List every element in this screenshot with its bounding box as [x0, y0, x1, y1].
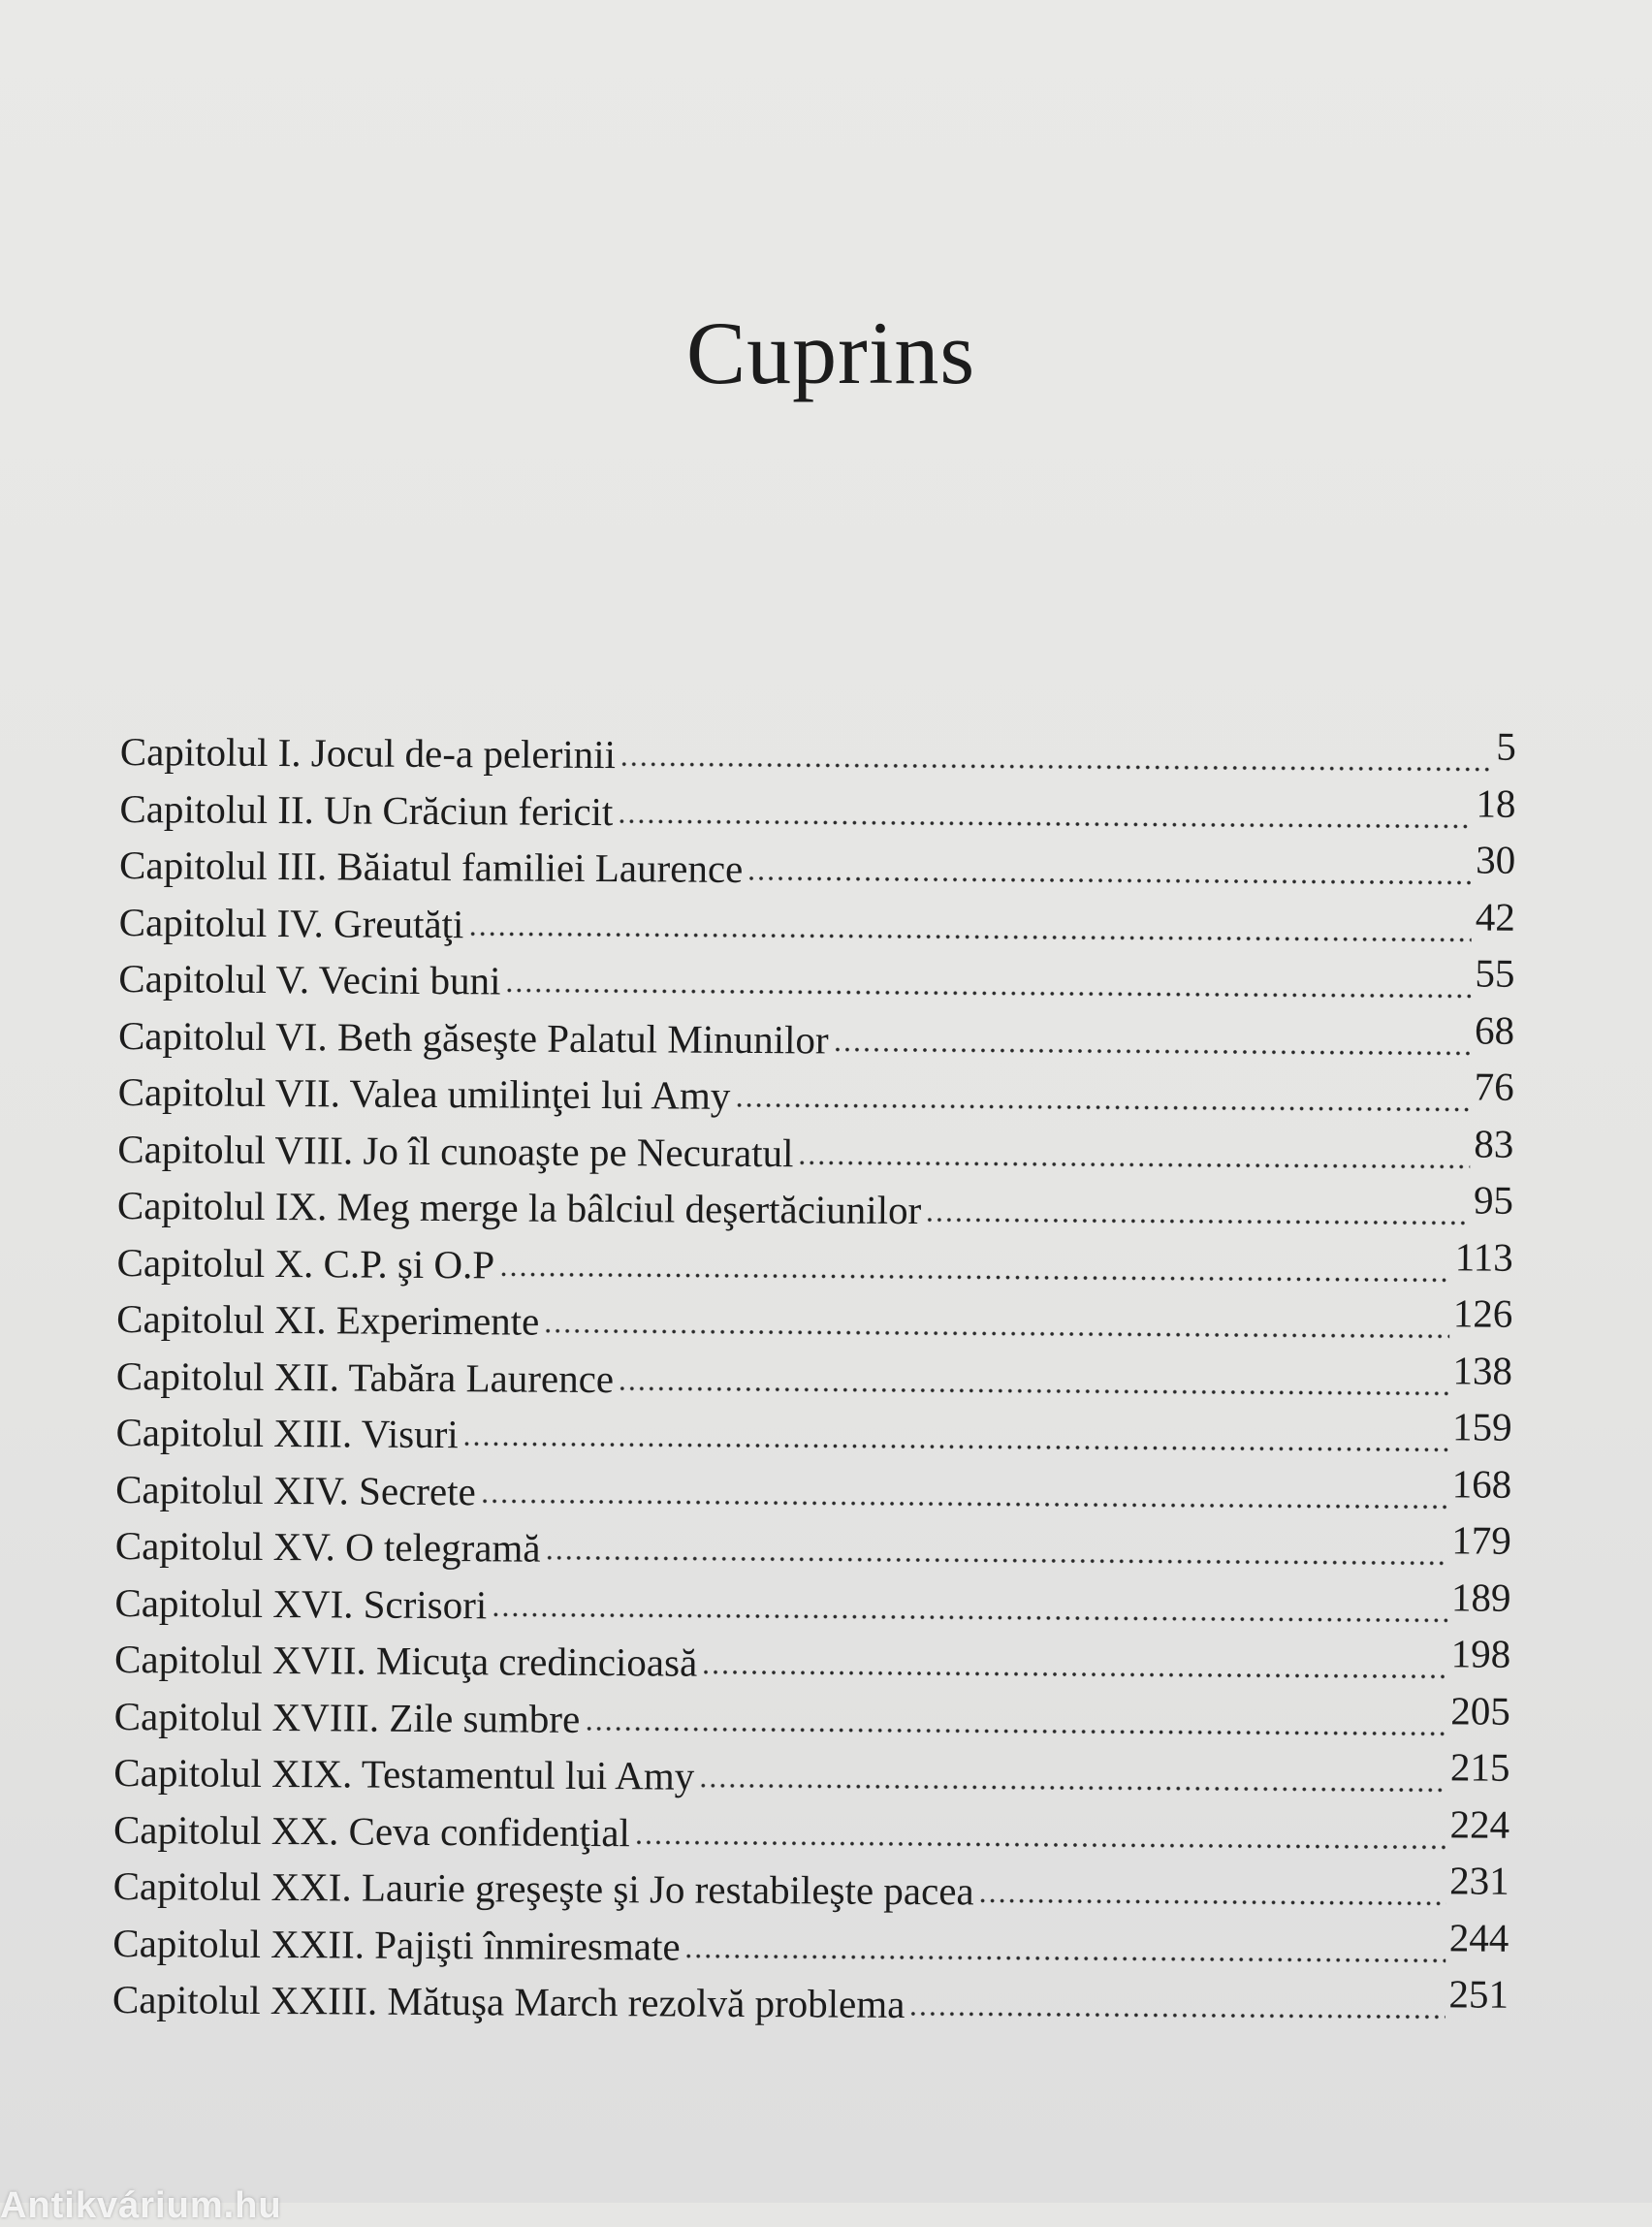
toc-entry-title: Capitolul IV. Greutăţi [118, 899, 464, 946]
toc-entry-page: 159 [1451, 1404, 1512, 1449]
toc-entry-page: 68 [1474, 1007, 1515, 1053]
toc-entry-title: Capitolul XXIII. Mătuşa March rezolvă problema [111, 1976, 905, 2026]
toc-entry [116, 1290, 1512, 1355]
toc-dot-leader [620, 761, 1492, 772]
toc-entry-title: Capitolul XXII. Pajişti înmiresmate [112, 1920, 681, 1969]
toc-entry [115, 1460, 1511, 1525]
toc-entry [112, 1914, 1509, 1979]
toc-entry-page: 205 [1450, 1687, 1510, 1734]
table-of-contents [112, 723, 1516, 2036]
toc-dot-leader [504, 987, 1471, 999]
toc-entry-page: 215 [1449, 1744, 1510, 1790]
toc-dot-leader [747, 875, 1472, 886]
toc-dot-leader [491, 1611, 1447, 1623]
toc-dot-leader [833, 1046, 1471, 1056]
toc-entry-page: 76 [1474, 1064, 1514, 1109]
toc-entry-title: Capitolul XI. Experimente [116, 1295, 540, 1344]
toc-entry-title: Capitolul XIV. Secrete [115, 1466, 476, 1513]
toc-entry-title: Capitolul XX. Ceva confidenţial [112, 1806, 631, 1855]
toc-entry [119, 837, 1515, 902]
toc-dot-leader [584, 1725, 1446, 1735]
toc-dot-leader [617, 818, 1472, 829]
toc-entry-title: Capitolul I. Jocul de-a pelerinii [119, 728, 617, 778]
toc-entry [114, 1631, 1510, 1696]
toc-entry [117, 1120, 1513, 1185]
toc-entry [114, 1687, 1510, 1752]
toc-entry-page: 224 [1449, 1800, 1510, 1847]
page-title: Cuprins [685, 303, 976, 402]
watermark: Antikvárium.hu [0, 2185, 282, 2226]
toc-dot-leader [480, 1498, 1448, 1510]
toc-dot-leader [698, 1783, 1446, 1794]
toc-dot-leader [734, 1102, 1470, 1113]
toc-entry [114, 1574, 1510, 1638]
toc-entry-title: Capitolul VI. Beth găseşte Palatul Minunilor [117, 1012, 829, 1062]
toc-entry [118, 950, 1514, 1015]
toc-entry-title: Capitolul XXI. Laurie greşeşte şi Jo restabileşte pacea [112, 1862, 974, 1914]
toc-dot-leader [684, 1953, 1446, 1963]
toc-entry-title: Capitolul X. C.P. şi O.P [116, 1239, 495, 1287]
toc-entry-page: 251 [1448, 1971, 1509, 2017]
toc-entry [118, 1006, 1514, 1071]
toc-dot-leader [498, 1271, 1450, 1283]
toc-entry-title: Capitolul XV. O telegramă [114, 1522, 541, 1571]
toc-entry-title: Capitolul III. Băiatul familiei Laurence [118, 842, 744, 891]
toc-entry-page: 189 [1450, 1574, 1511, 1620]
toc-entry [116, 1347, 1512, 1412]
toc-entry [115, 1404, 1511, 1469]
toc-entry-title: Capitolul XIX. Testamentul lui Amy [113, 1749, 695, 1798]
toc-entry-page: 95 [1473, 1177, 1514, 1223]
toc-entry-title: Capitolul V. Vecini buni [118, 955, 501, 1003]
toc-entry-title: Capitolul II. Un Crăciun fericit [119, 785, 614, 834]
toc-entry [117, 1177, 1513, 1242]
toc-entry [112, 1971, 1509, 2036]
toc-entry-page: 168 [1451, 1460, 1512, 1507]
toc-entry-title: Capitolul XVII. Micuţa credincioasă [113, 1636, 698, 1685]
toc-entry-title: Capitolul XII. Tabăra Laurence [115, 1352, 615, 1401]
toc-dot-leader [634, 1839, 1446, 1850]
toc-dot-leader [467, 931, 1471, 942]
toc-entry [117, 1064, 1513, 1129]
toc-entry-page: 5 [1496, 723, 1517, 769]
toc-dot-leader [701, 1670, 1446, 1680]
toc-entry-title: Capitolul XIII. Visuri [115, 1409, 459, 1457]
toc-entry-page: 138 [1452, 1347, 1513, 1393]
toc-entry [119, 779, 1515, 844]
toc-entry-page: 18 [1476, 780, 1516, 826]
toc-entry-title: Capitolul XVI. Scrisori [114, 1579, 488, 1627]
toc-dot-leader [797, 1160, 1470, 1169]
toc-entry-page: 113 [1454, 1233, 1513, 1280]
toc-dot-leader [543, 1328, 1448, 1340]
toc-entry-page: 55 [1475, 950, 1515, 996]
toc-entry [115, 1517, 1511, 1582]
toc-entry-page: 244 [1448, 1914, 1509, 1960]
toc-entry-page: 83 [1474, 1121, 1514, 1166]
toc-dot-leader [545, 1555, 1448, 1567]
toc-dot-leader [462, 1441, 1448, 1452]
toc-dot-leader [978, 1897, 1446, 1906]
toc-entry-page: 30 [1476, 837, 1516, 882]
toc-entry-title: Capitolul VIII. Jo îl cunoaşte pe Necuratul [117, 1126, 794, 1175]
toc-dot-leader [908, 2011, 1445, 2020]
toc-entry [113, 1800, 1509, 1865]
toc-entry [120, 723, 1516, 788]
toc-entry [112, 1858, 1509, 1923]
toc-entry-page: 126 [1452, 1290, 1513, 1336]
toc-entry [116, 1233, 1512, 1298]
toc-entry-title: Capitolul IX. Meg merge la bâlciul deşertăciunilor [116, 1182, 922, 1233]
toc-entry-page: 179 [1451, 1517, 1512, 1563]
toc-entry [113, 1744, 1509, 1809]
toc-dot-leader [618, 1385, 1448, 1396]
toc-entry-title: Capitolul VII. Valea umilinţei lui Amy [117, 1068, 731, 1118]
toc-entry-page: 231 [1449, 1858, 1509, 1903]
toc-dot-leader [925, 1217, 1470, 1225]
toc-entry-page: 198 [1450, 1631, 1511, 1676]
toc-entry-page: 42 [1475, 894, 1515, 939]
toc-entry-title: Capitolul XVIII. Zile sumbre [113, 1693, 581, 1741]
toc-entry [119, 893, 1515, 958]
